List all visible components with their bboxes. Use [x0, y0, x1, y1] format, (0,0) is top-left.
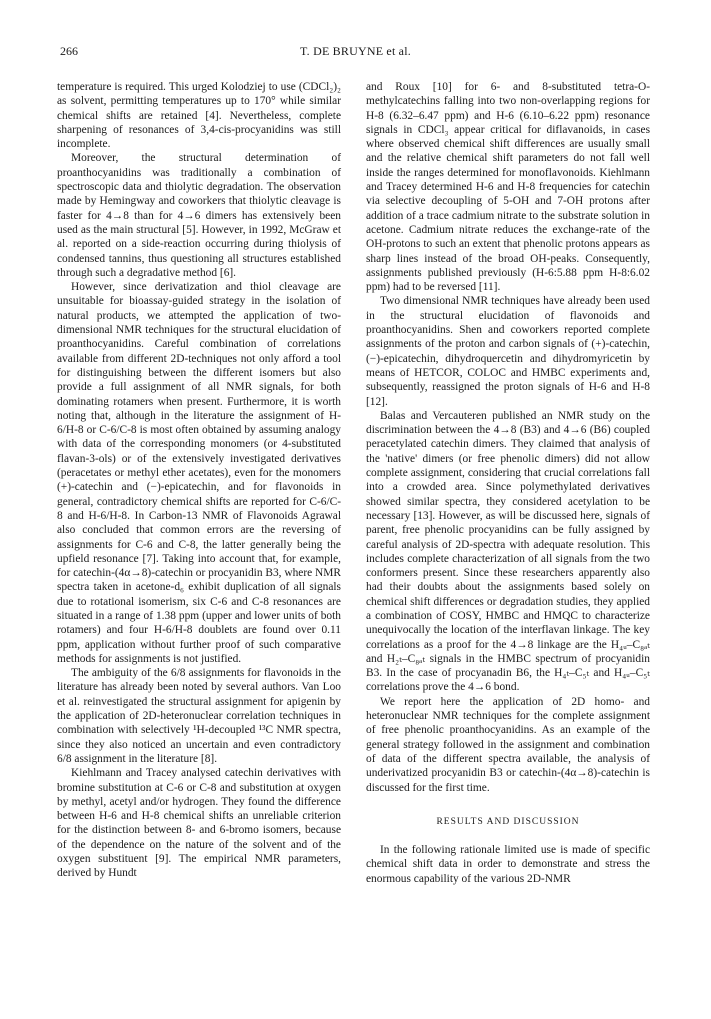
page-number: 266 — [60, 44, 78, 58]
paragraph: The ambiguity of the 6/8 assignments for flavonoids in the literature has already been noted by several authors. Van Loo et al. reinvestigated the structural assignment for apigenin by the application of 2D-heteronuclear correlation techniques in combination with selectively ¹H-decoupled ¹³C NMR spectra, since they also noticed an uncertain and even contradictory 6/8 assignment in the literature [8]. — [57, 667, 341, 765]
running-head: T. DE BRUYNE et al. — [300, 44, 411, 58]
paragraph: We report here the application of 2D homo- and heteronuclear NMR techniques for the complete assignment of free phenolic proanthocyanidins. As an example of the general strategy followed in the assignment and combination of data of the different spectra available, the analysis of underivatized procyanidin B3 or catechin-(4α→8)-catechin is discussed for the first time. — [366, 695, 650, 794]
paragraph: temperature is required. This urged Kolodziej to use (CDCl₂)₂ as solvent, permitting temperatures up to 170° while similar chemical shifts are retained [4]. Nevertheless, complete sharpening of resonances of 3,4-cis-procyanidins was still incomplete. — [57, 81, 341, 151]
paragraph: In the following rationale limited use is made of specific chemical shift data in order to demonstrate and stress the enormous capability of the various 2D-NMR — [366, 844, 650, 885]
left-column — [57, 80, 341, 881]
paragraph: However, since derivatization and thiol cleavage are unsuitable for bioassay-guided strategy in the isolation of natural products, we attempted the application of two-dimensional NMR techniques for the structural elucidation of proanthocyanidins. Careful combination of correlations available from different 2D-techniques not only afford a tool for distinguishing between the different isomers but also provide a full assignment of all NMR signals, for both dominating rotamers when present. Furthermore, it is worth noting that, although in the literature the assignment of H-6/H-8 or C-6/C-8 is most often obtained by assuming analogy with data of the corresponding monomers (or 4-substituted flavan-3-ols) or of the extensively investigated derivatives (peracetates or methyl ether acetates), even for the monomers (+)-catechin and (−)-epicatechin, and for flavonoids in general, contradictory chemical shifts are reported for C-6/C-8 and H-6/H-8. In Carbon-13 NMR of Flavonoids Agrawal also concluded that common errors are the reversing of assignments for C-6 and C-8, the latter generally being the upfield resonance [7]. Taking into account that, for example, for catechin-(4α→8)-catechin or procyanidin B3, where NMR spectra taken in acetone-d₆ exhibit duplication of all signals due to rotational isomerism, six C-6 and C-8 resonances are situated in a range of 1.38 ppm (upper and lower units of both rotamers) and four H-6/H-8 doublets are found over 0.11 ppm, application without further proof of such comparative methods for assignments is not justified. — [57, 281, 341, 665]
paragraph: Kiehlmann and Tracey analysed catechin derivatives with bromine substitution at C-6 or C-8 and substitution at oxygen by methyl, acetyl and/or hydrogen. They found the difference between H-6 and H-8 chemical shifts an unreliable criterion for the distinction between 8- and 6-bromo isomers, because of the dependence on the nature of the solvent and of the oxygen substituent [9]. The empirical NMR parameters, derived by Hundt — [57, 767, 341, 880]
paragraph: Two dimensional NMR techniques have already been used in the structural elucidation of flavonoids and proanthocyanidins. Shen and coworkers reported complete assignments of the proton and carbon signals of (+)-catechin, (−)-epicatechin, dihydroquercetin and dihydromyricetin by means of HETCOR, COLOC and HMBC experiments and, subsequently, reassigned the proton signals of H-6 and H-8 [12]. — [366, 295, 650, 408]
section-heading: RESULTS AND DISCUSSION — [436, 816, 580, 827]
paragraph: Moreover, the structural determination of proanthocyanidins was traditionally a combination of spectroscopic data and thiolytic degradation. The observation made by Hemingway and coworkers that thiolytic cleavage is faster for 4→8 than for 4→6 dimers has extensively been used as the main structural [5]. However, in 1992, McGraw et al. reported on a side-reaction occurring during thiolysis of condensed tannins, thus questioning all structures established through such a degradative method [6]. — [57, 152, 341, 279]
paragraph: and Roux [10] for 6- and 8-substituted tetra-O-methylcatechins falling into two non-overlapping regions for H-8 (6.32–6.47 ppm) and H-6 (6.10–6.22 ppm) resonance signals in CDCl₃ appear critical for diflavanoids, in cases where observed chemical shift differences are usually small and the relative chemical shift parameters do not fall well inside the ranges determined for monoflavonoids. Kiehlmann and Tracey determined H-6 and H-8 frequencies for catechin via selective decoupling of 5-OH and 7-OH protons after addition of a trace cadmium nitrate to the substrate solution in acetone. Cadmium nitrate reduces the exchange-rate of the OH-protons to such an extent that phenolic protons appears as sharp lines instead of the broad OH-peaks. Consequently, assignments published previously (H-6:5.88 ppm H-8:6.02 ppm) had to be reversed [11]. — [366, 81, 650, 294]
paragraph: Balas and Vercauteren published an NMR study on the discrimination between the 4→8 (B3) and 4→6 (B6) coupled peracetylated catechin dimers. They claimed that analysis of the 'native' dimers (or free phenolic dimers) did not allow complete assignment, considering that crucial correlations fall into a crowded area. Since polymethylated derivatives showed similar spectra, they considered acetylation to be necessary [13]. However, as will be discussed here, signals of parent, free phenolic procyanidins can be fully assigned by careful analysis of 2D-spectra with adequate resolution. This includes complete characterization of all signals from the two conformers present. Since these researchers apparently also had their doubts about the assignments based solely on chemical shift differences or degradation studies, they applied a combination of COSY, HMBC and HMQC to characterize unequivocally the location of the interflavan linkage. The key correlations as a proof for the 4→8 linkage are the H₄ᵤ–C₈ₐₜ and H₂ₜ–C₈ₐₜ signals in the HMBC spectrum of procyanidin B3. In the case of procyanadin B6, the H₄ₜ–C₅ₜ and H₄ᵤ–C₅ₜ correlations prove the 4→6 bond. — [366, 409, 650, 694]
right-column — [366, 80, 650, 886]
